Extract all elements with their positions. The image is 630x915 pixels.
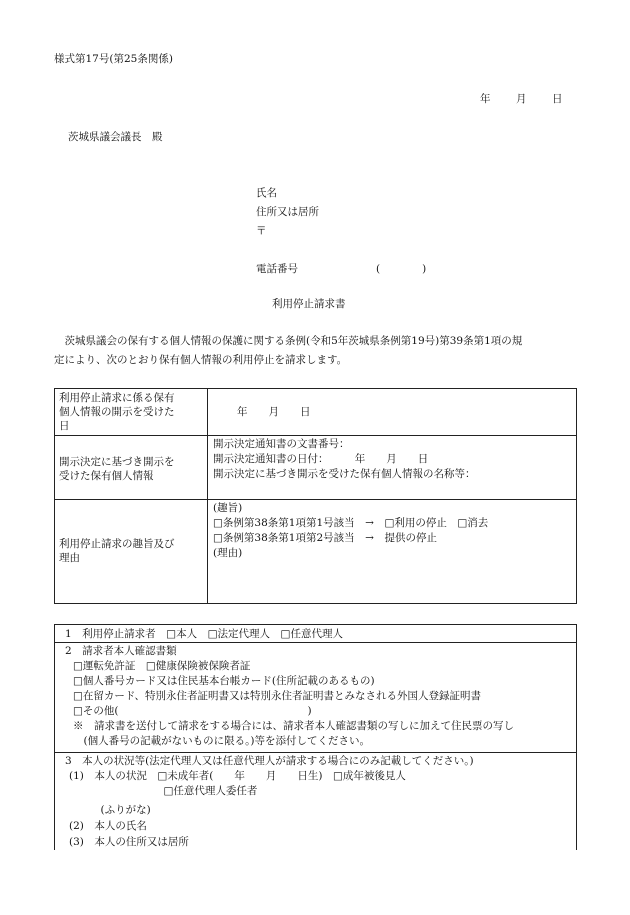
phone-paren: ( ) [376,263,427,275]
date-year: 年 [480,93,491,105]
requester-info-table: 1 利用停止請求者 □本人 □法定代理人 □任意代理人 2 請求者本人確認書類 □運転免許証 □健康保険被保険者証 □個人番号カード又は住民基本台帳カード(住所記載のあるもの) □在留カード、特別永住者証明書又は特別永住者証明書とみなされる外国人登録証明書 □その他( ) ※ 請求書を送付して請求をする場合には、請求者本人確認書類の写しに加えて住民票の写し (個人番号の記載がないものに限る。)等を添付してください。 3 本人の状況等(法定代理人又は任意代理人が請求する場合にのみ記載してください。) (1) 本人の状況 □未成年者( 年 月 日生) □成年被後見人 □任意代理人委任者 (ふりがな) (2) 本人の氏名 (3) 本人の住所又は居所 [54,624,577,850]
phone-label: 電話番号 [256,263,298,275]
column-divider [207,389,208,603]
requester-type[interactable]: 1 利用停止請求者 □本人 □法定代理人 □任意代理人 [65,628,343,640]
identity-documents-note: (個人番号の記載がないものに限る。)等を添付してください。 [73,735,370,747]
postal-mark: 〒 [256,225,267,237]
checkbox-article-38-1-1[interactable]: □条例第38条第1項第1号該当 → □利用の停止 □消去 [213,517,489,529]
intro-line-1: 茨城県議会の保有する個人情報の保護に関する条例(令和5年茨城県条例第19号)第39条第1項の規 [54,335,523,347]
request-details-table: 利用停止請求に係る保有 個人情報の開示を受けた 日 年 月 日 開示決定に基づき開示を 受けた保有個人情報 開示決定通知書の文書番号： 開示決定通知書の日付： 年 月 日 開示決定に基づき開示を受けた保有個人情報の名称等： 利用停止請求の趣旨及び 理由 (趣旨) □条例第38条第1項第1号該当 → □利用の停止 □消去 □条例第38条第1項第2号該当 → 提供の停止 (理由) [54,388,577,604]
identity-documents-note: ※ 請求書を送付して請求をする場合には、請求者本人確認書類の写しに加えて住民票の写し [73,720,514,732]
purpose-reason-label: 利用停止請求の趣旨及び 理由 [59,538,175,565]
disclosed-info-label: 開示決定に基づき開示を 受けた保有個人情報 [59,456,175,483]
intro-line-2: 定により、次のとおり保有個人情報の利用停止を請求します。 [54,354,348,366]
disclosure-date-value: 年 月 日 [237,406,311,418]
document-title: 利用停止請求書 [272,298,346,310]
date-month: 月 [516,93,527,105]
identity-documents-heading: 2 請求者本人確認書類 [65,645,177,657]
principal-status-heading: 3 本人の状況等(法定代理人又は任意代理人が請求する場合にのみ記載してください。) [65,755,474,767]
requester-address-label: 住所又は居所 [256,206,319,218]
row-divider [55,499,576,500]
row-divider [55,752,576,753]
addressee: 茨城県議会議長 殿 [68,131,163,143]
requester-name-label: 氏名 [256,187,277,199]
row-divider [55,435,576,436]
date-day: 日 [552,93,563,105]
checkbox-article-38-1-2[interactable]: □条例第38条第1項第2号該当 → 提供の停止 [213,532,437,544]
disclosure-date-label: 利用停止請求に係る保有 個人情報の開示を受けた 日 [59,392,175,433]
row-divider [55,642,576,643]
form-number: 様式第17号(第25条関係) [54,53,173,65]
